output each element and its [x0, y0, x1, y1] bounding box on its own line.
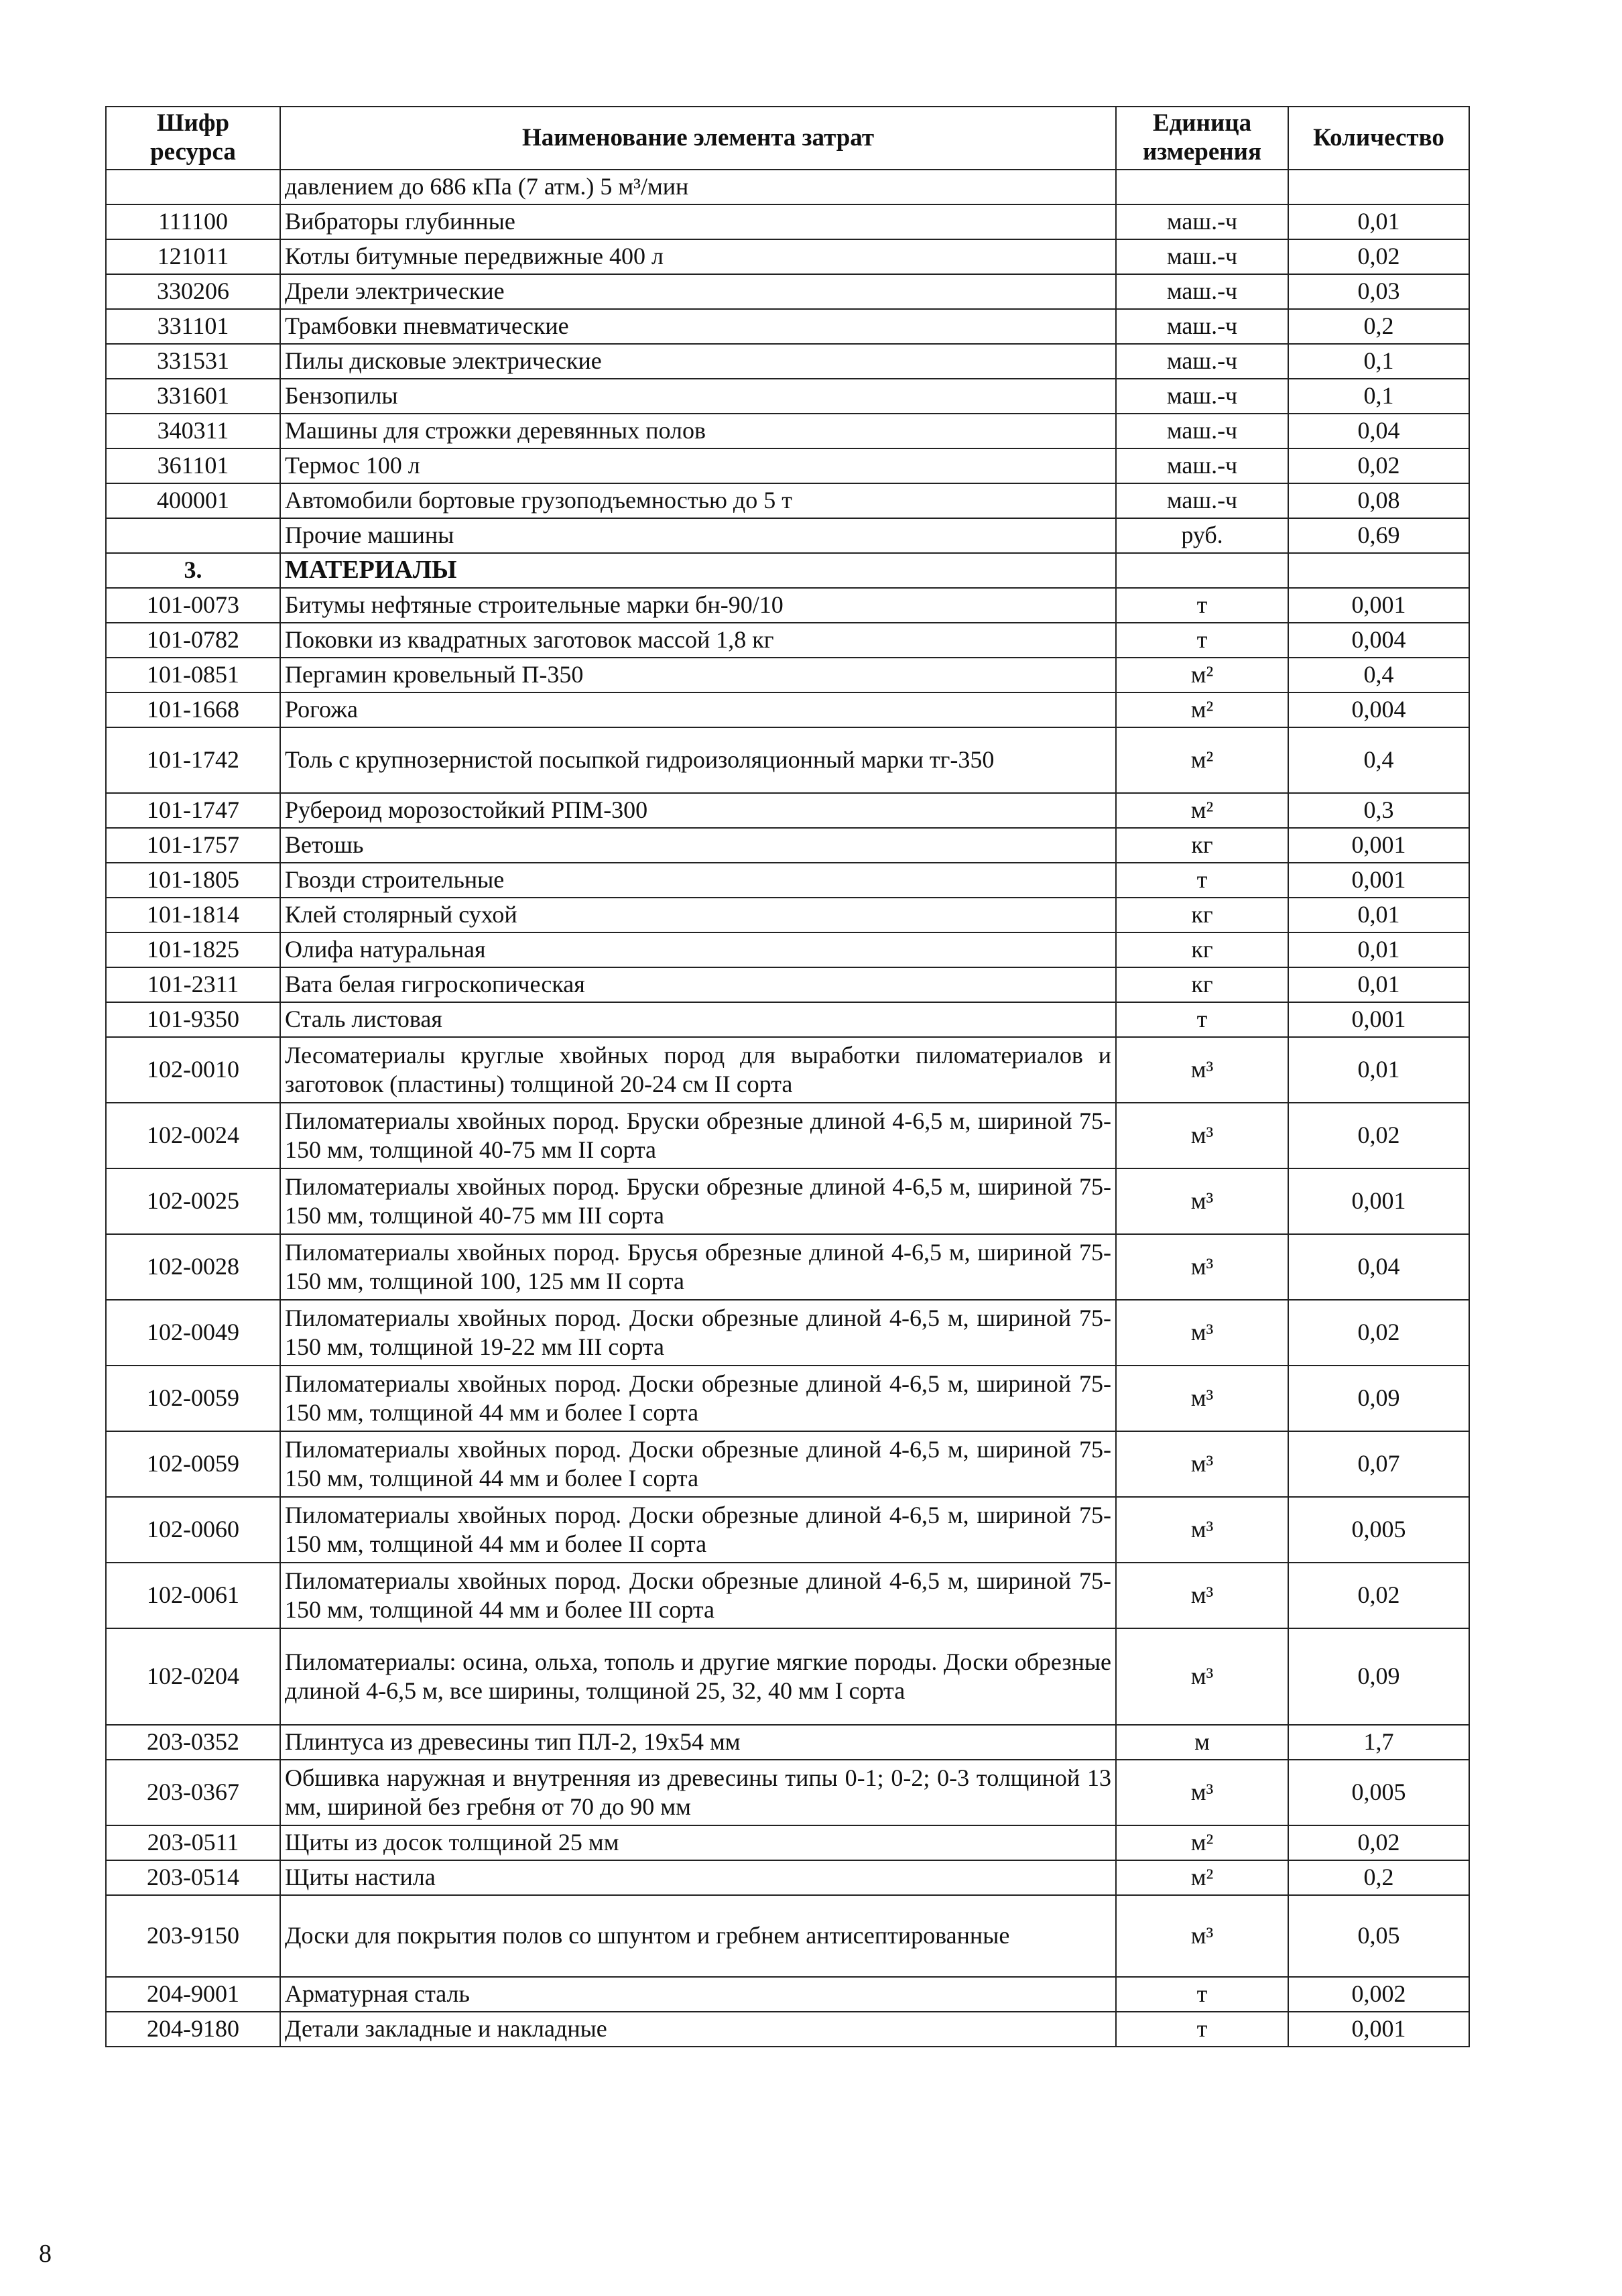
name-cell: Бензопилы	[280, 379, 1116, 414]
qty-cell: 0,02	[1288, 1563, 1469, 1628]
unit-cell: т	[1116, 863, 1288, 898]
code-cell: 203-0352	[106, 1725, 280, 1760]
qty-cell: 0,05	[1288, 1895, 1469, 1977]
unit-cell: м³	[1116, 1300, 1288, 1366]
name-cell: Пилы дисковые электрические	[280, 344, 1116, 379]
name-cell: Плинтуса из древесины тип ПЛ-2, 19х54 мм	[280, 1725, 1116, 1760]
code-cell: 121011	[106, 239, 280, 274]
name-cell: Гвозди строительные	[280, 863, 1116, 898]
code-cell: 101-1805	[106, 863, 280, 898]
name-cell: Ветошь	[280, 828, 1116, 863]
name-cell: Обшивка наружная и внутренняя из древесины типы 0-1; 0-2; 0-3 толщиной 13 мм, шириной без гребня от 70 до 90 мм	[280, 1760, 1116, 1825]
name-cell: Детали закладные и накладные	[280, 2012, 1116, 2047]
unit-cell: м³	[1116, 1895, 1288, 1977]
code-cell: 102-0204	[106, 1628, 280, 1725]
qty-cell: 0,03	[1288, 274, 1469, 309]
name-cell: Пиломатериалы хвойных пород. Доски обрезные длиной 4-6,5 м, шириной 75-150 мм, толщиной 44 мм и более II сорта	[280, 1497, 1116, 1563]
unit-cell: маш.-ч	[1116, 239, 1288, 274]
name-cell: Пиломатериалы хвойных пород. Брусья обрезные длиной 4-6,5 м, шириной 75-150 мм, толщиной 100, 125 мм II сорта	[280, 1234, 1116, 1300]
code-cell	[106, 518, 280, 553]
qty-cell: 0,002	[1288, 1977, 1469, 2012]
table-row	[106, 170, 1469, 204]
unit-cell: маш.-ч	[1116, 309, 1288, 344]
qty-cell: 0,01	[1288, 932, 1469, 967]
header-unit: Единица измерения	[1116, 107, 1288, 170]
code-cell: 331101	[106, 309, 280, 344]
unit-cell: м³	[1116, 1037, 1288, 1103]
code-cell: 102-0028	[106, 1234, 280, 1300]
name-cell: Пиломатериалы: осина, ольха, тополь и другие мягкие породы. Доски обрезные длиной 4-6,5 м, все ширины, толщиной 25, 32, 40 мм I сорта	[280, 1628, 1116, 1725]
code-cell: 101-1668	[106, 692, 280, 727]
qty-cell: 0,02	[1288, 448, 1469, 483]
qty-cell: 1,7	[1288, 1725, 1469, 1760]
qty-cell: 0,001	[1288, 588, 1469, 623]
table-row	[106, 344, 1469, 379]
qty-cell: 0,001	[1288, 828, 1469, 863]
qty-cell: 0,2	[1288, 1860, 1469, 1895]
unit-cell	[1116, 170, 1288, 204]
table-row	[106, 239, 1469, 274]
qty-cell: 0,08	[1288, 483, 1469, 518]
qty-cell: 0,01	[1288, 204, 1469, 239]
code-cell: 102-0061	[106, 1563, 280, 1628]
code-cell: 400001	[106, 483, 280, 518]
qty-cell: 0,01	[1288, 1037, 1469, 1103]
unit-cell: маш.-ч	[1116, 414, 1288, 448]
unit-cell: кг	[1116, 932, 1288, 967]
page-number: 8	[39, 2240, 52, 2268]
qty-cell	[1288, 553, 1469, 588]
code-cell: 203-0511	[106, 1825, 280, 1860]
code-cell: 101-1825	[106, 932, 280, 967]
qty-cell: 0,09	[1288, 1366, 1469, 1431]
unit-cell: м³	[1116, 1497, 1288, 1563]
name-cell: Пиломатериалы хвойных пород. Доски обрезные длиной 4-6,5 м, шириной 75-150 мм, толщиной 44 мм и более I сорта	[280, 1366, 1116, 1431]
qty-cell: 0,1	[1288, 344, 1469, 379]
qty-cell: 0,004	[1288, 623, 1469, 658]
unit-cell: м²	[1116, 692, 1288, 727]
unit-cell: м³	[1116, 1563, 1288, 1628]
qty-cell: 0,4	[1288, 727, 1469, 793]
name-cell: Пиломатериалы хвойных пород. Бруски обрезные длиной 4-6,5 м, шириной 75-150 мм, толщиной 40-75 мм II сорта	[280, 1103, 1116, 1168]
code-cell: 101-0073	[106, 588, 280, 623]
table-row	[106, 898, 1469, 932]
table-row	[106, 1977, 1469, 2012]
table-row	[106, 1760, 1469, 1825]
code-cell: 331601	[106, 379, 280, 414]
qty-cell: 0,001	[1288, 1168, 1469, 1234]
code-cell: 203-0367	[106, 1760, 280, 1825]
unit-cell: кг	[1116, 828, 1288, 863]
code-cell: 101-1747	[106, 793, 280, 828]
unit-cell: м³	[1116, 1431, 1288, 1497]
name-cell: Сталь листовая	[280, 1002, 1116, 1037]
table-row	[106, 932, 1469, 967]
name-cell: Прочие машины	[280, 518, 1116, 553]
code-cell: 203-9150	[106, 1895, 280, 1977]
code-cell: 102-0010	[106, 1037, 280, 1103]
qty-cell: 0,01	[1288, 898, 1469, 932]
table-row	[106, 1628, 1469, 1725]
qty-cell: 0,005	[1288, 1497, 1469, 1563]
name-cell: Пиломатериалы хвойных пород. Доски обрезные длиной 4-6,5 м, шириной 75-150 мм, толщиной 44 мм и более III сорта	[280, 1563, 1116, 1628]
qty-cell: 0,001	[1288, 1002, 1469, 1037]
unit-cell: маш.-ч	[1116, 204, 1288, 239]
qty-cell: 0,004	[1288, 692, 1469, 727]
table-row	[106, 204, 1469, 239]
section-row	[106, 553, 1469, 588]
unit-cell: т	[1116, 2012, 1288, 2047]
code-cell: 101-1742	[106, 727, 280, 793]
unit-cell: маш.-ч	[1116, 379, 1288, 414]
name-cell: Трамбовки пневматические	[280, 309, 1116, 344]
name-cell: Машины для строжки деревянных полов	[280, 414, 1116, 448]
code-cell: 331531	[106, 344, 280, 379]
unit-cell: руб.	[1116, 518, 1288, 553]
code-cell: 101-9350	[106, 1002, 280, 1037]
table-row	[106, 1431, 1469, 1497]
table-row	[106, 828, 1469, 863]
table-row	[106, 1895, 1469, 1977]
code-cell: 3.	[106, 553, 280, 588]
resource-table	[105, 106, 1470, 2047]
name-cell: Рубероид морозостойкий РПМ-300	[280, 793, 1116, 828]
qty-cell: 0,69	[1288, 518, 1469, 553]
code-cell: 111100	[106, 204, 280, 239]
unit-cell: м²	[1116, 1825, 1288, 1860]
unit-cell: маш.-ч	[1116, 448, 1288, 483]
header-qty: Количество	[1288, 107, 1469, 170]
qty-cell: 0,001	[1288, 863, 1469, 898]
name-cell: Вата белая гигроскопическая	[280, 967, 1116, 1002]
table-row	[106, 1300, 1469, 1366]
table-row	[106, 448, 1469, 483]
name-cell: Пергамин кровельный П-350	[280, 658, 1116, 692]
qty-cell: 0,02	[1288, 1300, 1469, 1366]
name-cell: Автомобили бортовые грузоподъемностью до 5 т	[280, 483, 1116, 518]
name-cell: Дрели электрические	[280, 274, 1116, 309]
unit-cell: м³	[1116, 1234, 1288, 1300]
qty-cell: 0,01	[1288, 967, 1469, 1002]
code-cell: 101-0782	[106, 623, 280, 658]
qty-cell: 0,09	[1288, 1628, 1469, 1725]
table-row	[106, 414, 1469, 448]
unit-cell: м³	[1116, 1366, 1288, 1431]
table-row	[106, 518, 1469, 553]
header-row	[106, 107, 1469, 170]
table-row	[106, 1234, 1469, 1300]
code-cell: 102-0025	[106, 1168, 280, 1234]
code-cell: 102-0059	[106, 1431, 280, 1497]
code-cell: 101-1814	[106, 898, 280, 932]
unit-cell: м³	[1116, 1103, 1288, 1168]
header-name: Наименование элемента затрат	[280, 107, 1116, 170]
code-cell: 102-0024	[106, 1103, 280, 1168]
code-cell: 102-0049	[106, 1300, 280, 1366]
unit-cell: т	[1116, 623, 1288, 658]
name-cell: Арматурная сталь	[280, 1977, 1116, 2012]
table-row	[106, 483, 1469, 518]
unit-cell: м²	[1116, 658, 1288, 692]
name-cell: Вибраторы глубинные	[280, 204, 1116, 239]
name-cell: Пиломатериалы хвойных пород. Доски обрезные длиной 4-6,5 м, шириной 75-150 мм, толщиной 19-22 мм III сорта	[280, 1300, 1116, 1366]
unit-cell: м²	[1116, 793, 1288, 828]
name-cell: МАТЕРИАЛЫ	[280, 553, 1116, 588]
name-cell: Пиломатериалы хвойных пород. Доски обрезные длиной 4-6,5 м, шириной 75-150 мм, толщиной 44 мм и более I сорта	[280, 1431, 1116, 1497]
unit-cell: м²	[1116, 727, 1288, 793]
table-row	[106, 658, 1469, 692]
name-cell: Клей столярный сухой	[280, 898, 1116, 932]
table-row	[106, 863, 1469, 898]
unit-cell: м²	[1116, 1860, 1288, 1895]
name-cell: Рогожа	[280, 692, 1116, 727]
unit-cell: м³	[1116, 1760, 1288, 1825]
table-row	[106, 793, 1469, 828]
table-row	[106, 1825, 1469, 1860]
table-row	[106, 1103, 1469, 1168]
code-cell	[106, 170, 280, 204]
unit-cell: м³	[1116, 1168, 1288, 1234]
qty-cell: 0,2	[1288, 309, 1469, 344]
code-cell: 203-0514	[106, 1860, 280, 1895]
table-row	[106, 379, 1469, 414]
unit-cell: м³	[1116, 1628, 1288, 1725]
unit-cell: т	[1116, 1977, 1288, 2012]
name-cell: Лесоматериалы круглые хвойных пород для выработки пиломатериалов и заготовок (пластины) толщиной 20-24 см II сорта	[280, 1037, 1116, 1103]
name-cell: Котлы битумные передвижные 400 л	[280, 239, 1116, 274]
table-header	[106, 107, 1469, 170]
table-row	[106, 1860, 1469, 1895]
table-body	[106, 170, 1469, 2047]
code-cell: 101-2311	[106, 967, 280, 1002]
code-cell: 204-9180	[106, 2012, 280, 2047]
qty-cell: 0,001	[1288, 2012, 1469, 2047]
qty-cell: 0,02	[1288, 1825, 1469, 1860]
qty-cell: 0,1	[1288, 379, 1469, 414]
name-cell: Щиты настила	[280, 1860, 1116, 1895]
table-row	[106, 692, 1469, 727]
unit-cell: кг	[1116, 967, 1288, 1002]
table-row	[106, 1366, 1469, 1431]
table-row	[106, 623, 1469, 658]
qty-cell: 0,07	[1288, 1431, 1469, 1497]
code-cell: 330206	[106, 274, 280, 309]
name-cell: Пиломатериалы хвойных пород. Бруски обрезные длиной 4-6,5 м, шириной 75-150 мм, толщиной 40-75 мм III сорта	[280, 1168, 1116, 1234]
qty-cell: 0,02	[1288, 1103, 1469, 1168]
code-cell: 101-0851	[106, 658, 280, 692]
table-row	[106, 1002, 1469, 1037]
table-row	[106, 1725, 1469, 1760]
unit-cell: маш.-ч	[1116, 274, 1288, 309]
qty-cell: 0,005	[1288, 1760, 1469, 1825]
code-cell: 204-9001	[106, 1977, 280, 2012]
qty-cell	[1288, 170, 1469, 204]
name-cell: Олифа натуральная	[280, 932, 1116, 967]
qty-cell: 0,4	[1288, 658, 1469, 692]
header-code: Шифр ресурса	[106, 107, 280, 170]
name-cell: Битумы нефтяные строительные марки бн-90/10	[280, 588, 1116, 623]
table-row	[106, 1037, 1469, 1103]
unit-cell: м	[1116, 1725, 1288, 1760]
qty-cell: 0,3	[1288, 793, 1469, 828]
unit-cell: маш.-ч	[1116, 483, 1288, 518]
table-row	[106, 588, 1469, 623]
code-cell: 102-0060	[106, 1497, 280, 1563]
name-cell: Щиты из досок толщиной 25 мм	[280, 1825, 1116, 1860]
name-cell: давлением до 686 кПа (7 атм.) 5 м³/мин	[280, 170, 1116, 204]
unit-cell	[1116, 553, 1288, 588]
name-cell: Термос 100 л	[280, 448, 1116, 483]
code-cell: 101-1757	[106, 828, 280, 863]
code-cell: 361101	[106, 448, 280, 483]
qty-cell: 0,04	[1288, 414, 1469, 448]
code-cell: 340311	[106, 414, 280, 448]
code-cell: 102-0059	[106, 1366, 280, 1431]
qty-cell: 0,04	[1288, 1234, 1469, 1300]
name-cell: Доски для покрытия полов со шпунтом и гребнем антисептированные	[280, 1895, 1116, 1977]
name-cell: Поковки из квадратных заготовок массой 1,8 кг	[280, 623, 1116, 658]
table-row	[106, 1497, 1469, 1563]
table-row	[106, 967, 1469, 1002]
table-row	[106, 727, 1469, 793]
unit-cell: т	[1116, 588, 1288, 623]
qty-cell: 0,02	[1288, 239, 1469, 274]
table-row	[106, 1168, 1469, 1234]
table-row	[106, 2012, 1469, 2047]
unit-cell: кг	[1116, 898, 1288, 932]
name-cell: Толь с крупнозернистой посыпкой гидроизоляционный марки тг-350	[280, 727, 1116, 793]
table-row	[106, 309, 1469, 344]
table-row	[106, 1563, 1469, 1628]
table-row	[106, 274, 1469, 309]
unit-cell: маш.-ч	[1116, 344, 1288, 379]
unit-cell: т	[1116, 1002, 1288, 1037]
